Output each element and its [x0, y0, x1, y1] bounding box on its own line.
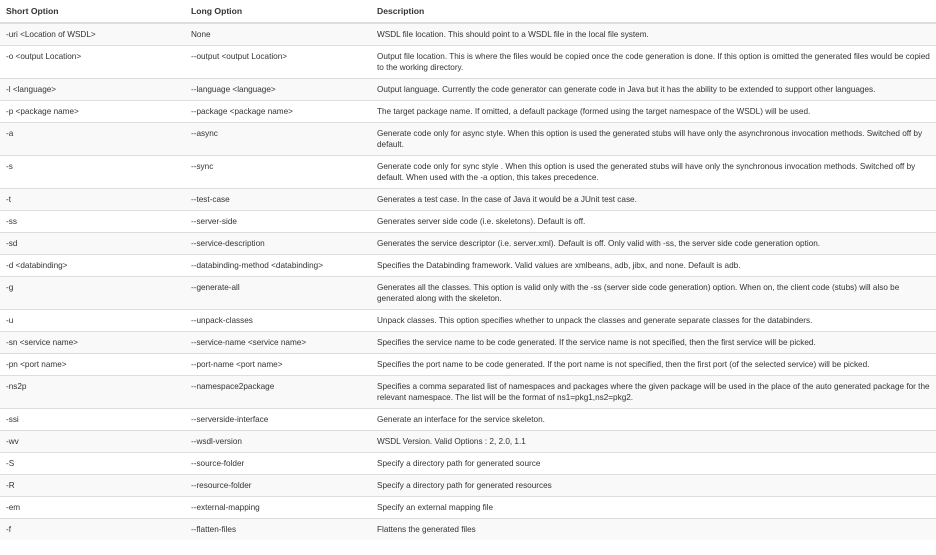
description-cell: Generates all the classes. This option is valid only with the -ss (server side code generation) option. When on, the client code (stubs) will also be generated along with the skeleton. [371, 277, 936, 310]
short-option-cell: -f [0, 519, 185, 541]
long-option-cell: --resource-folder [185, 475, 371, 497]
description-cell: Output file location. This is where the files would be copied once the code generation is done. If this option is omitted the generated files would be copied to the working directory. [371, 46, 936, 79]
table-row [0, 233, 936, 255]
table-row [0, 332, 936, 354]
long-option-cell: --databinding-method <databinding> [185, 255, 371, 277]
description-cell: Specifies the port name to be code generated. If the port name is not specified, then the first port (of the selected service) will be picked. [371, 354, 936, 376]
short-option-cell: -a [0, 123, 185, 156]
table-row [0, 409, 936, 431]
short-option-cell: -em [0, 497, 185, 519]
long-option-cell: --wsdl-version [185, 431, 371, 453]
table-row [0, 123, 936, 156]
short-option-cell: -l <language> [0, 79, 185, 101]
table-row [0, 354, 936, 376]
short-option-cell: -pn <port name> [0, 354, 185, 376]
short-option-cell: -ns2p [0, 376, 185, 409]
description-cell: Generate an interface for the service skeleton. [371, 409, 936, 431]
description-cell: Generate code only for async style. When this option is used the generated stubs will have only the asynchronous invocation methods. Switched off by default. [371, 123, 936, 156]
long-option-cell: --package <package name> [185, 101, 371, 123]
long-option-cell: --sync [185, 156, 371, 189]
description-cell: WSDL file location. This should point to a WSDL file in the local file system. [371, 23, 936, 46]
short-option-cell: -R [0, 475, 185, 497]
long-option-cell: --external-mapping [185, 497, 371, 519]
long-option-cell: --namespace2package [185, 376, 371, 409]
description-cell: Flattens the generated files [371, 519, 936, 541]
description-cell: Specify a directory path for generated source [371, 453, 936, 475]
short-option-cell: -g [0, 277, 185, 310]
table-row [0, 453, 936, 475]
table-row [0, 46, 936, 79]
short-option-cell: -s [0, 156, 185, 189]
description-cell: Specify an external mapping file [371, 497, 936, 519]
description-cell: Specifies a comma separated list of namespaces and packages where the given package will be used in the place of the auto generated package for the relevant namespace. The list will be the format of ns1=pkg1,ns2=pkg2. [371, 376, 936, 409]
description-cell: Specifies the service name to be code generated. If the service name is not specified, then the first service will be picked. [371, 332, 936, 354]
table-row [0, 79, 936, 101]
long-option-cell: --async [185, 123, 371, 156]
short-option-cell: -ss [0, 211, 185, 233]
description-cell: The target package name. If omitted, a default package (formed using the target namespace of the WSDL) will be used. [371, 101, 936, 123]
header-short-option: Short Option [0, 0, 185, 23]
short-option-cell: -wv [0, 431, 185, 453]
table-row [0, 376, 936, 409]
short-option-cell: -sn <service name> [0, 332, 185, 354]
table-row [0, 475, 936, 497]
table-row [0, 255, 936, 277]
long-option-cell: --source-folder [185, 453, 371, 475]
long-option-cell: --generate-all [185, 277, 371, 310]
long-option-cell: --unpack-classes [185, 310, 371, 332]
description-cell: Generate code only for sync style . When this option is used the generated stubs will have only the synchronous invocation methods. Switched off by default. When used with the -a option, this takes precedence. [371, 156, 936, 189]
table-row [0, 211, 936, 233]
description-cell: WSDL Version. Valid Options : 2, 2.0, 1.1 [371, 431, 936, 453]
table-row [0, 519, 936, 541]
table-row [0, 23, 936, 46]
description-cell: Generates a test case. In the case of Java it would be a JUnit test case. [371, 189, 936, 211]
short-option-cell: -o <output Location> [0, 46, 185, 79]
table-row [0, 189, 936, 211]
description-cell: Generates the service descriptor (i.e. server.xml). Default is off. Only valid with -ss, the server side code generation option. [371, 233, 936, 255]
table-row [0, 156, 936, 189]
long-option-cell: --service-name <service name> [185, 332, 371, 354]
description-cell: Generates server side code (i.e. skeletons). Default is off. [371, 211, 936, 233]
long-option-cell: --serverside-interface [185, 409, 371, 431]
table-row [0, 497, 936, 519]
short-option-cell: -S [0, 453, 185, 475]
header-description: Description [371, 0, 936, 23]
short-option-cell: -d <databinding> [0, 255, 185, 277]
header-long-option: Long Option [185, 0, 371, 23]
long-option-cell: --language <language> [185, 79, 371, 101]
table-row [0, 101, 936, 123]
short-option-cell: -p <package name> [0, 101, 185, 123]
short-option-cell: -t [0, 189, 185, 211]
table-header-row [0, 0, 936, 23]
short-option-cell: -u [0, 310, 185, 332]
short-option-cell: -sd [0, 233, 185, 255]
description-cell: Specify a directory path for generated resources [371, 475, 936, 497]
table-row [0, 277, 936, 310]
long-option-cell: --server-side [185, 211, 371, 233]
long-option-cell: None [185, 23, 371, 46]
long-option-cell: --port-name <port name> [185, 354, 371, 376]
long-option-cell: --service-description [185, 233, 371, 255]
long-option-cell: --output <output Location> [185, 46, 371, 79]
long-option-cell: --flatten-files [185, 519, 371, 541]
long-option-cell: --test-case [185, 189, 371, 211]
short-option-cell: -uri <Location of WSDL> [0, 23, 185, 46]
description-cell: Specifies the Databinding framework. Valid values are xmlbeans, adb, jibx, and none. Default is adb. [371, 255, 936, 277]
description-cell: Output language. Currently the code generator can generate code in Java but it has the ability to be extended to support other languages. [371, 79, 936, 101]
short-option-cell: -ssi [0, 409, 185, 431]
table-row [0, 431, 936, 453]
description-cell: Unpack classes. This option specifies whether to unpack the classes and generate separate classes for the databinders. [371, 310, 936, 332]
table-row [0, 310, 936, 332]
